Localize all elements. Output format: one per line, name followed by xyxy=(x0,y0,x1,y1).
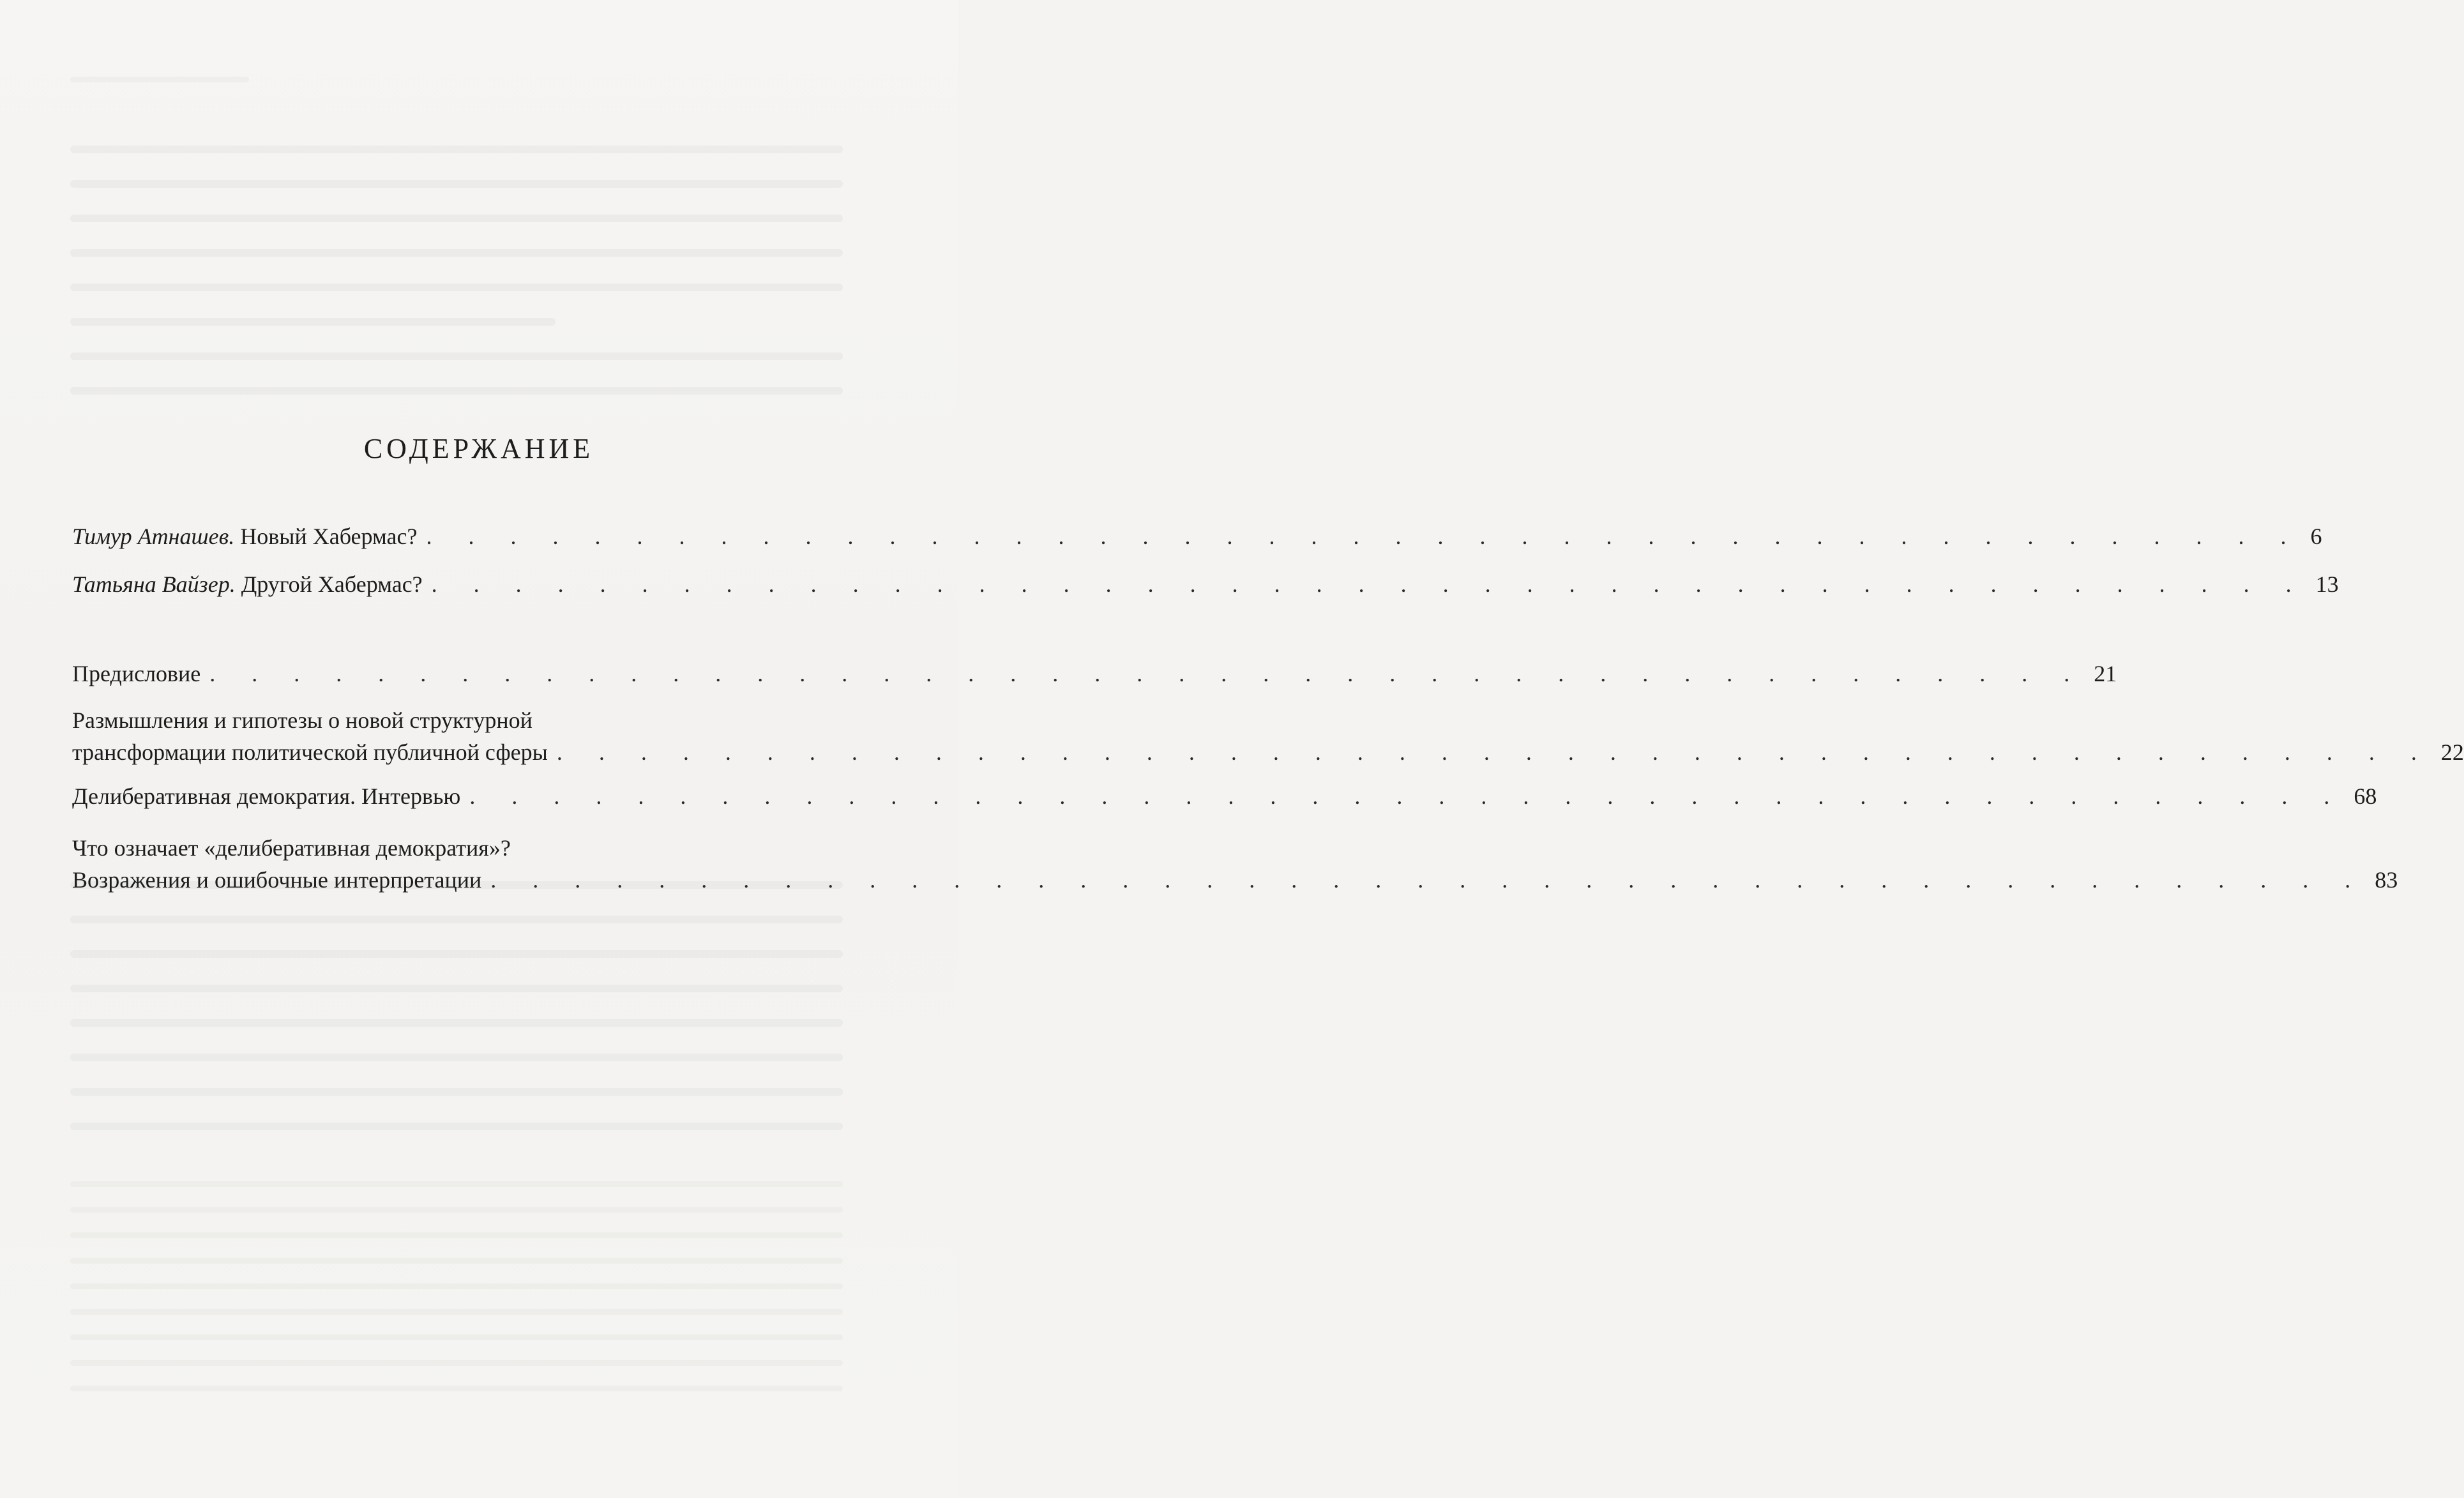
toc-entry-title: Делиберативная демократия. Интервью xyxy=(72,783,461,809)
toc-entry-title: Другой Хабермас? xyxy=(241,571,423,597)
toc-entry-page: 83 xyxy=(2375,867,2398,893)
toc-entry-title: Предисловие xyxy=(72,661,201,686)
dot-leader: . . . . . . . . . . . . . . . . . . . . . . . . . . . . . . . . . . . . . . . . . . . . . xyxy=(556,739,2432,765)
toc-entry-title-line1: Размышления и гипотезы о новой структурной xyxy=(72,707,533,733)
toc-entry[interactable] xyxy=(72,704,2464,768)
toc-entry-title-line1: Что означает «делиберативная демократия»? xyxy=(72,835,511,861)
toc-heading: СОДЕРЖАНИЕ xyxy=(363,433,594,465)
dot-leader: . . . . . . . . . . . . . . . . . . . . . . . . . . . . . . . . . . . . . . . . . . . . . xyxy=(431,571,2307,597)
dot-leader: . . . . . . . . . . . . . . . . . . . . . . . . . . . . . . . . . . . . . . . . . . . . . xyxy=(426,524,2302,549)
toc-entry[interactable] xyxy=(72,568,2339,600)
toc-entry[interactable] xyxy=(72,780,2377,812)
toc-entry-page: 22 xyxy=(2440,739,2464,765)
toc-entry-title: Новый Хабермас? xyxy=(240,524,418,549)
toc-entry-title-line2: трансформации политической публичной сферы xyxy=(72,739,548,765)
dot-leader: . . . . . . . . . . . . . . . . . . . . . . . . . . . . . . . . . . . . . . . . . . . . . xyxy=(490,867,2366,893)
toc-entry[interactable] xyxy=(72,658,2117,690)
toc-entry-author: Татьяна Вайзер. xyxy=(72,571,236,597)
dot-leader: . . . . . . . . . . . . . . . . . . . . . . . . . . . . . . . . . . . . . . . . . . . . . xyxy=(469,783,2345,809)
toc-entry-page: 21 xyxy=(2094,661,2117,686)
toc-entry-page: 6 xyxy=(2310,524,2322,549)
toc-entry[interactable] xyxy=(72,520,2322,552)
toc-entry-page: 68 xyxy=(2354,783,2377,809)
dot-leader: . . . . . . . . . . . . . . . . . . . . . . . . . . . . . . . . . . . . . . . . . . . . . xyxy=(209,661,2085,686)
toc-entry[interactable] xyxy=(72,832,2398,896)
toc-entry-page: 13 xyxy=(2315,571,2339,597)
toc-entry-title-line2: Возражения и ошибочные интерпретации xyxy=(72,867,482,893)
toc-entry-author: Тимур Атнашев. xyxy=(72,524,235,549)
